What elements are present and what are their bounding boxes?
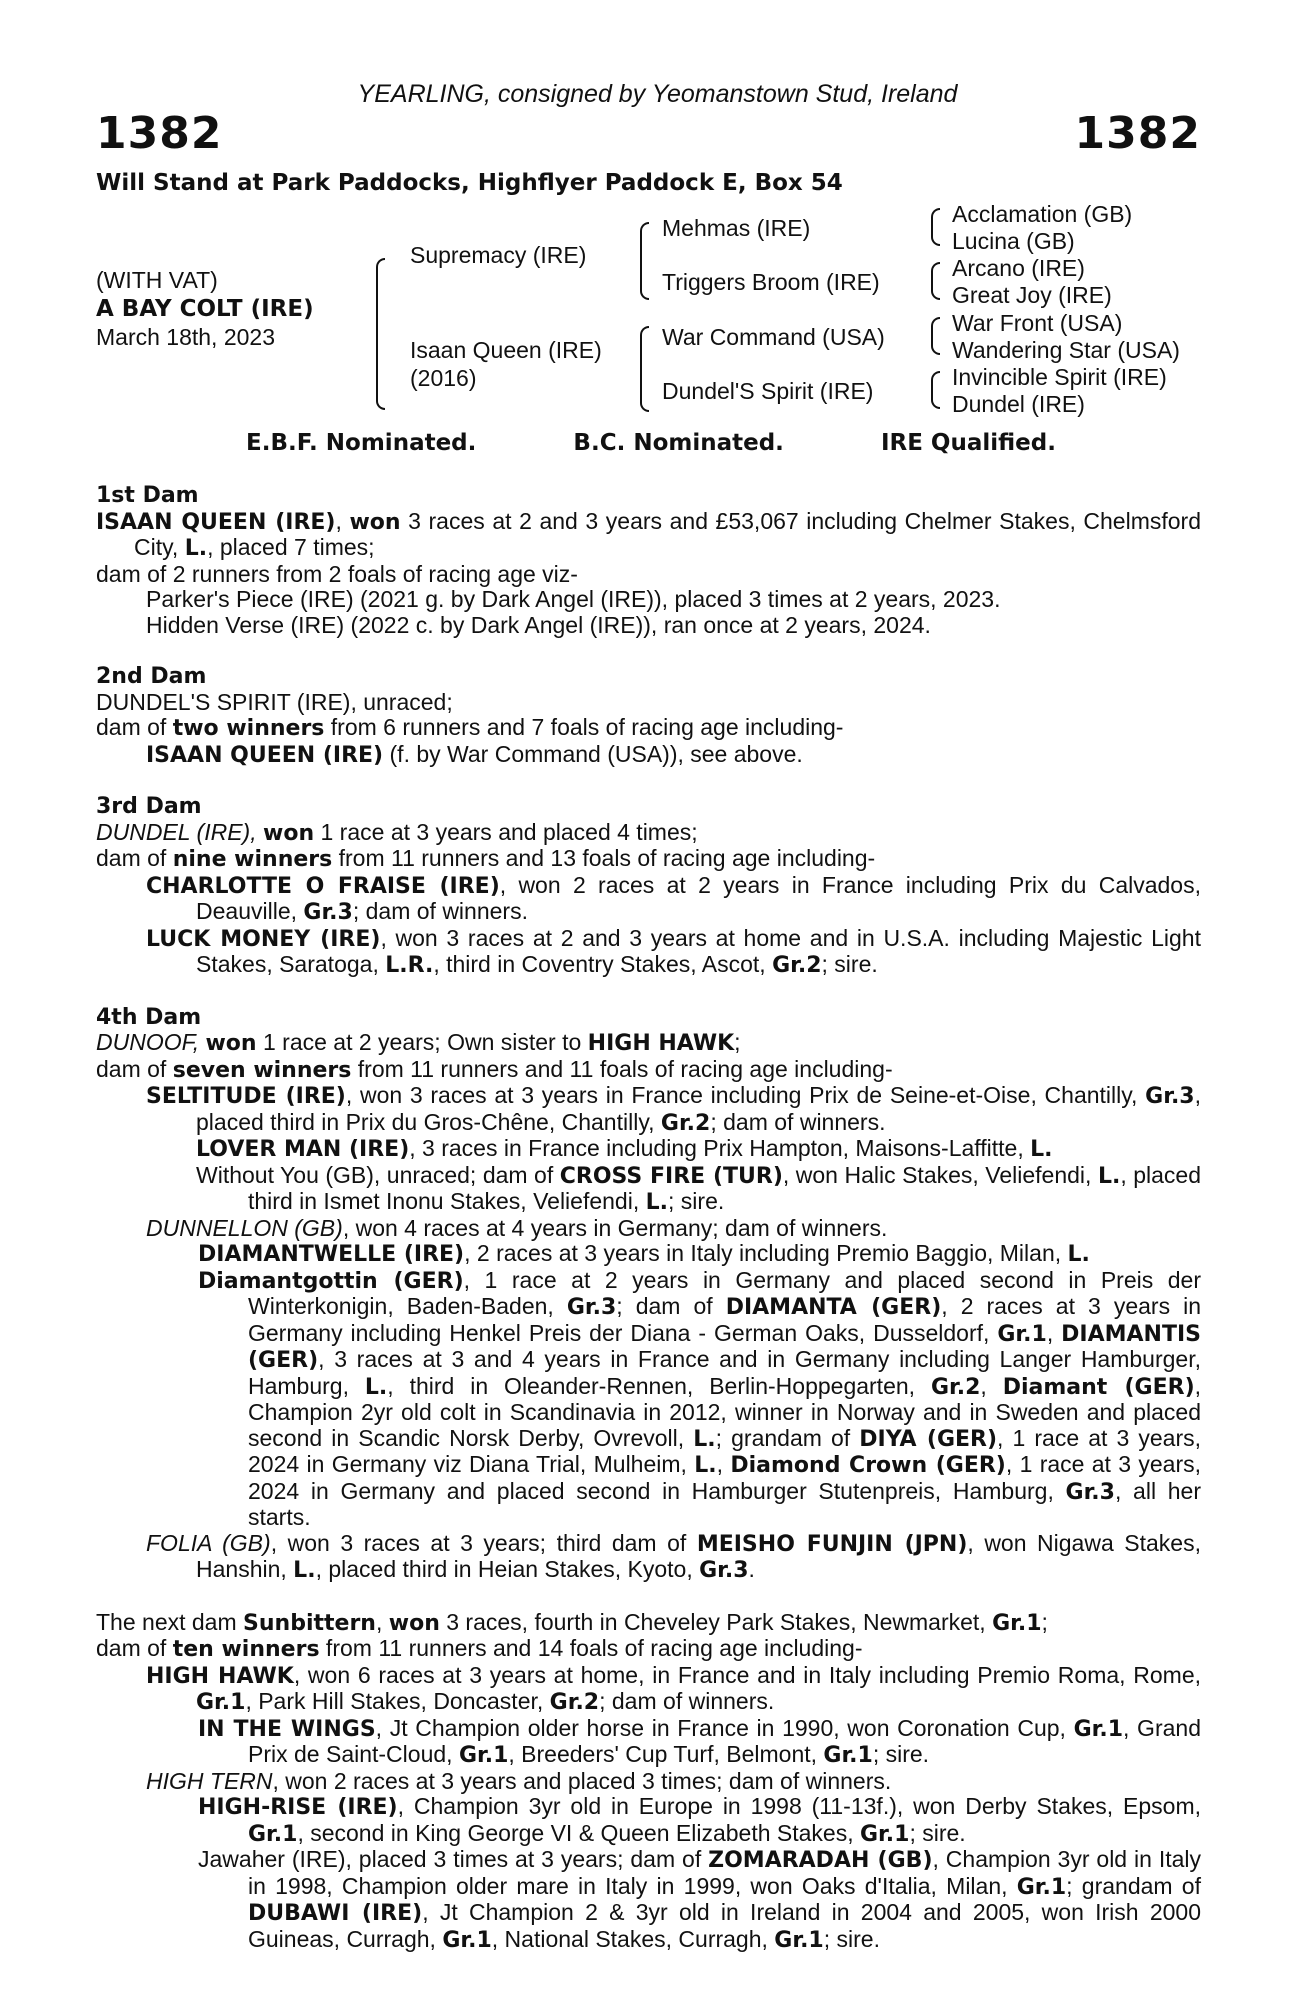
pedigree-brace-g3-4 [931, 371, 940, 409]
gen3-1: Acclamation (GB) [952, 201, 1133, 227]
second-dam-entry: DUNDEL'S SPIRIT (IRE), unraced; [96, 688, 453, 715]
foaling-date: March 18th, 2023 [96, 324, 276, 350]
pedigree-brace-g3-2 [931, 262, 940, 300]
produce-high-tern: HIGH TERN, won 2 races at 3 years and placed 3 times; dam of winners. [146, 1767, 892, 1794]
lot-number-right: 1382 [1074, 108, 1201, 159]
sire-dam: Triggers Broom (IRE) [662, 269, 880, 295]
produce-high-hawk: HIGH HAWK, won 6 races at 3 years at home, in France and in Italy including Premio Roma, Rome, Gr.1, Park Hill Stakes, Doncaster, Gr.2; dam of winners. [146, 1661, 1201, 1715]
sire-name: Supremacy (IRE) [410, 242, 587, 268]
produce-lover-man: LOVER MAN (IRE), 3 races in France including Prix Hampton, Maisons-Laffitte, L. [196, 1135, 1053, 1162]
pedigree-brace-g3-3 [931, 317, 940, 355]
gen3-3: Arcano (IRE) [952, 255, 1085, 281]
dam-year: (2016) [410, 365, 477, 391]
produce-diamantwelle: DIAMANTWELLE (IRE), 2 races at 3 years in Italy including Premio Baggio, Milan, L. [198, 1240, 1090, 1267]
gen3-4: Great Joy (IRE) [952, 282, 1112, 308]
fourth-dam-entry: DUNOOF, won 1 race at 2 years; Own sister to HIGH HAWK; [96, 1029, 741, 1056]
first-dam-produce-summary: dam of 2 runners from 2 foals of racing age viz- [96, 560, 578, 587]
stand-location: Will Stand at Park Paddocks, Highflyer Paddock E, Box 54 [96, 170, 843, 196]
dam-sire: War Command (USA) [662, 324, 885, 350]
first-dam-heading: 1st Dam [96, 483, 199, 508]
first-dam-foal-1: Parker's Piece (IRE) (2021 g. by Dark Angel (IRE)), placed 3 times at 2 years, 2023. [146, 586, 1001, 612]
produce-diamantgottin: Diamantgottin (GER), 1 race at 2 years in Germany and placed second in Preis der Winterkonigin, Baden-Baden, Gr.3; dam of DIAMANTA (GER), 2 races at 3 years in Germany including Henkel Preis der Diana - German Oaks, Dusseldorf, Gr.1, DIAMANTIS (GER), 3 races at 3 and 4 years in France and in Germany including Langer Hamburger, Hamburg, L., third in Oleander-Rennen, Berlin-Hoppegarten, Gr.2, Diamant (GER), Champion 2yr old colt in Scandinavia in 2012, winner in Norway and in Sweden and placed second in Scandic Norsk Derby, Ovrevoll, L.; grandam of DIYA (GER), 1 race at 3 years, 2024 in Germany viz Diana Trial, Mulheim, L., Diamond Crown (GER), 1 race at 3 years, 2024 in Germany and placed second in Hamburger Stutenpreis, Hamburg, Gr.3, all her starts. [198, 1266, 1202, 1530]
consignor-line: YEARLING, consigned by Yeomanstown Stud, Ireland [357, 80, 958, 108]
gen3-8: Dundel (IRE) [952, 391, 1085, 417]
dam-dam: Dundel'S Spirit (IRE) [662, 378, 874, 404]
ire-qualification: IRE Qualified. [880, 430, 1056, 456]
next-dam-entry: The next dam Sunbittern, won 3 races, fourth in Cheveley Park Stakes, Newmarket, Gr.1; [96, 1608, 1048, 1636]
gen3-5: War Front (USA) [952, 310, 1123, 336]
sire-sire: Mehmas (IRE) [662, 215, 811, 241]
third-dam-produce-summary: dam of nine winners from 11 runners and 13 foals of racing age including- [96, 845, 876, 872]
vat-status: (WITH VAT) [96, 267, 218, 293]
produce-without-you: Without You (GB), unraced; dam of CROSS FIRE (TUR), won Halic Stakes, Veliefendi, L., placed third in Ismet Inonu Stakes, Veliefendi, L.; sire. [196, 1161, 1201, 1215]
produce-seltitude: SELTITUDE (IRE), won 3 races at 3 years in France including Prix de Seine-et-Oise, Chantilly, Gr.3, placed third in Prix du Gros-Chêne, Chantilly, Gr.2; dam of winners. [146, 1082, 1201, 1136]
next-dam-produce-summary: dam of ten winners from 11 runners and 14 foals of racing age including- [96, 1635, 863, 1662]
first-dam-foal-2: Hidden Verse (IRE) (2022 c. by Dark Angel (IRE)), ran once at 2 years, 2024. [146, 611, 931, 638]
pedigree-brace-main [376, 258, 385, 410]
fourth-dam-heading: 4th Dam [96, 1004, 202, 1030]
ebf-nomination: E.B.F. Nominated. [246, 430, 477, 456]
produce-charlotte-o-fraise: CHARLOTTE O FRAISE (IRE), won 2 races at 2 years in France including Prix du Calvados, Deauville, Gr.3; dam of winners. [146, 871, 1201, 925]
horse-name: A BAY COLT (IRE) [96, 296, 314, 322]
produce-in-the-wings: IN THE WINGS, Jt Champion older horse in France in 1990, won Coronation Cup, Gr.1, Grand Prix de Saint-Cloud, Gr.1, Breeders' Cup Turf, Belmont, Gr.1; sire. [198, 1714, 1201, 1768]
dam-name: Isaan Queen (IRE) [410, 337, 602, 363]
produce-folia: FOLIA (GB), won 3 races at 3 years; third dam of MEISHO FUNJIN (JPN), won Nigawa Stakes, Hanshin, L., placed third in Heian Stakes, Kyoto, Gr.3. [146, 1529, 1201, 1583]
pedigree-brace-dam [640, 326, 649, 412]
gen3-6: Wandering Star (USA) [952, 337, 1180, 363]
produce-luck-money: LUCK MONEY (IRE), won 3 races at 2 and 3 years at home and in U.S.A. including Majestic Light Stakes, Saratoga, L.R., third in Coventry Stakes, Ascot, Gr.2; sire. [146, 924, 1201, 978]
fourth-dam-produce-summary: dam of seven winners from 11 runners and 11 foals of racing age including- [96, 1055, 893, 1083]
gen3-7: Invincible Spirit (IRE) [952, 364, 1167, 390]
pedigree-brace-g3-1 [931, 208, 940, 246]
first-dam-entry: ISAAN QUEEN (IRE), won 3 races at 2 and 3 years and £53,067 including Chelmer Stakes, Chelmsford City, L., placed 7 times; [96, 507, 1202, 561]
pedigree-brace-sire [640, 222, 649, 300]
produce-dunnellon: DUNNELLON (GB), won 4 races at 4 years in Germany; dam of winners. [146, 1214, 888, 1241]
third-dam-heading: 3rd Dam [96, 794, 202, 819]
third-dam-entry: DUNDEL (IRE), won 1 race at 3 years and placed 4 times; [96, 818, 698, 846]
second-dam-produce-summary: dam of two winners from 6 runners and 7 foals of racing age including- [96, 714, 844, 741]
produce-high-rise: HIGH-RISE (IRE), Champion 3yr old in Europe in 1998 (11-13f.), won Derby Stakes, Epsom, Gr.1, second in King George VI & Queen Elizabeth Stakes, Gr.1; sire. [198, 1793, 1201, 1847]
catalogue-body [96, 483, 1201, 1953]
nominations-row [246, 430, 1056, 456]
second-dam-heading: 2nd Dam [96, 664, 207, 689]
second-dam-produce-isaan-queen: ISAAN QUEEN (IRE) (f. by War Command (USA)), see above. [146, 740, 803, 768]
produce-jawaher: Jawaher (IRE), placed 3 times at 3 years; dam of ZOMARADAH (GB), Champion 3yr old in Italy in 1998, Champion older mare in Italy in 1999, won Oaks d'Italia, Milan, Gr.1; grandam of DUBAWI (IRE), Jt Champion 2 & 3yr old in Ireland in 2004 and 2005, won Irish 2000 Guineas, Curragh, Gr.1, National Stakes, Curragh, Gr.1; sire. [198, 1846, 1202, 1953]
bc-nomination: B.C. Nominated. [573, 430, 784, 456]
lot-number-left: 1382 [96, 108, 223, 159]
gen3-2: Lucina (GB) [952, 228, 1075, 254]
